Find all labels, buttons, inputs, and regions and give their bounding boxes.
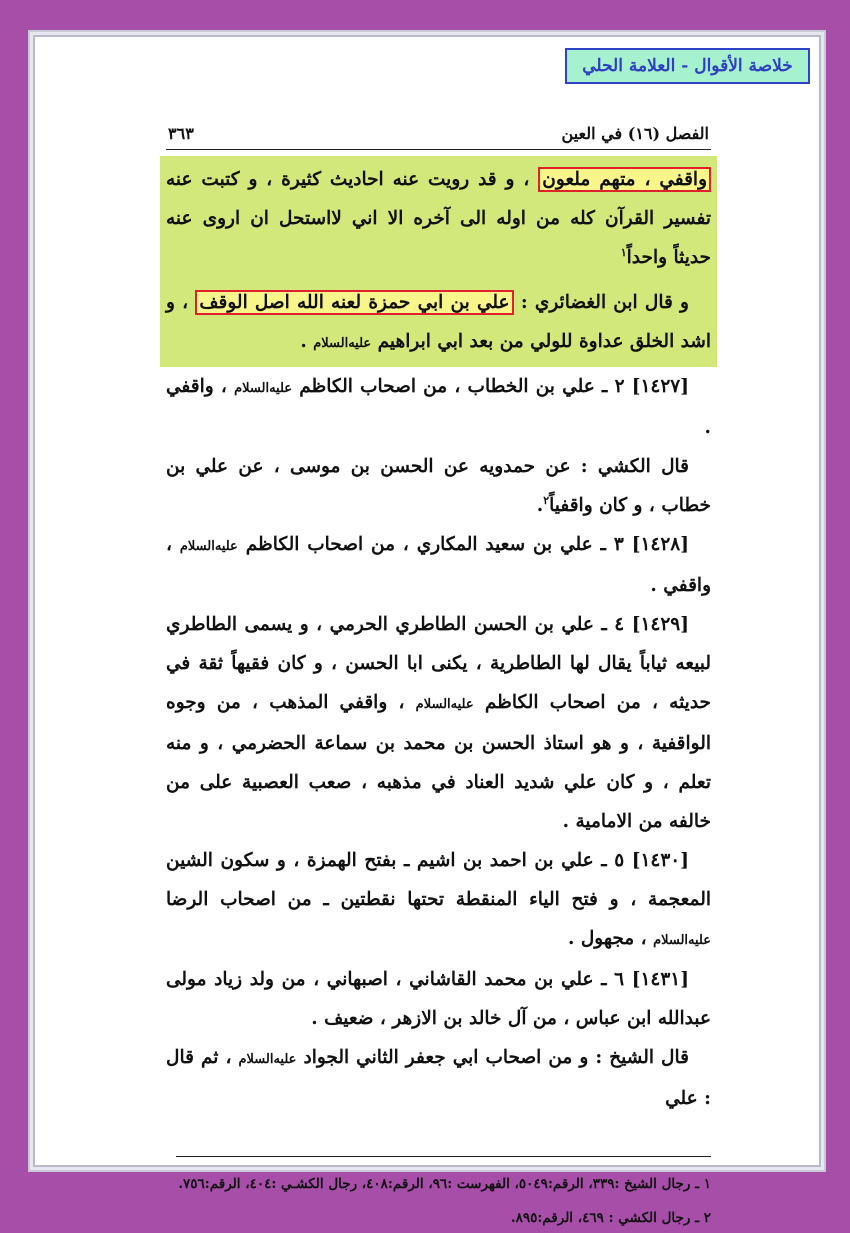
- footnote-rule: [176, 1156, 711, 1157]
- running-head: [166, 120, 711, 147]
- entry-1427: [166, 367, 711, 447]
- boxed-phrase-2: علي بن ابي حمزة لعنه الله اصل الوقف: [195, 290, 513, 315]
- footnote-ref-1: ١: [620, 245, 627, 259]
- entry-1428-end: ، واقفي .: [166, 534, 711, 596]
- highlight-lead-2: و قال ابن الغضائري :: [520, 292, 689, 313]
- entry-1431-text: [١٤٣١] ٦ ـ علي بن محمد القاشاني ، اصبهاني ، من ولد زياد مولى عبدالله ابن عباس ، من آل خالد بن الازهر ، ضعيف .: [166, 969, 711, 1029]
- entry-1427-kashshi: [166, 447, 711, 525]
- book-title-label: [565, 48, 810, 84]
- entry-1427-text: [١٤٢٧] ٢ ـ علي بن الخطاب ، من اصحاب الكاظم: [299, 376, 689, 397]
- header-rule: [166, 149, 711, 150]
- entry-1429-rest: ، واقفي المذهب ، من وجوه الواقفية ، و هو استاذ الحسن بن محمد بن سماعة الحضرمي ، و منه تعلم ، و كان علي شديد العناد في مذهبه ، صعب العصبية على من خالفه من الامامية .: [166, 692, 711, 832]
- highlight-paragraph-1: [166, 160, 711, 277]
- page-frame: [28, 30, 826, 1226]
- salam-glyph: عليه‌السلام: [415, 697, 474, 712]
- boxed-phrase-1: واقفي ، متهم ملعون: [538, 167, 711, 192]
- salam-glyph: عليه‌السلام: [179, 539, 238, 554]
- entry-1427-quote: قال الكشي : عن حمدويه عن الحسن بن موسى ، عن علي بن خطاب ، و كان واقفياً: [166, 456, 711, 516]
- chapter-title: الفصل (١٦) في العين: [561, 124, 709, 143]
- highlight-paragraph-2: [166, 283, 711, 363]
- salam-glyph: عليه‌السلام: [238, 1052, 297, 1067]
- entry-1428-text: [١٤٢٨] ٣ ـ علي بن سعيد المكاري ، من اصحاب الكاظم: [245, 534, 689, 555]
- entry-1431: [166, 960, 711, 1038]
- page-number: ٣٦٣: [168, 124, 194, 143]
- book-title-text: خلاصة الأقوال - العلامة الحلي: [582, 56, 793, 76]
- period: .: [536, 495, 544, 516]
- entry-1429-text: [١٤٢٩] ٤ ـ علي بن الحسن الطاطري الحرمي ، و يسمى الطاطري لبيعه ثياباً يقال لها الطاطرية ، يكنى ابا الحسن ، و كان فقيهاً ثقة في حديثه ، من اصحاب الكاظم: [166, 614, 711, 713]
- highlight-text-1: ، و قد رويت عنه احاديث كثيرة ، و كتبت عنه تفسير القرآن كله من اوله الى آخره الا اني لااستحل ان اروى عنه حديثاً واحداً: [166, 169, 711, 268]
- entry-1431-end: ، ثم قال : علي: [166, 1047, 711, 1109]
- entry-1428: [166, 525, 711, 605]
- salam-glyph: عليه‌السلام: [234, 381, 293, 396]
- highlighted-passage: [160, 156, 717, 367]
- footnote-2: ٢ ـ رجال الكشي : ٤٦٩، الرقم:٨٩٥.: [510, 1210, 711, 1226]
- book-page: [166, 120, 711, 1233]
- entry-1431-quote: قال الشيخ : و من اصحاب ابي جعفر الثاني الجواد: [303, 1047, 689, 1068]
- entry-1430: [166, 841, 711, 960]
- footnote-1: ١ ـ رجال الشيخ :٣٣٩، الرقم:٥٠٤٩، الفهرست :٩٦، الرقم:٤٠٨، رجال الكشـي :٤٠٤، الرقم:٧٥٦.: [178, 1176, 711, 1192]
- entry-1427-end: ، واقفي .: [166, 376, 711, 438]
- footnote-ref-2: ٢: [543, 493, 550, 507]
- entry-1430-text: [١٤٣٠] ٥ ـ علي بن احمد بن اشيم ـ بفتح الهمزة ، و سكون الشين المعجمة ، و فتح الياء المنقطة تحتها نقطتين ـ من اصحاب الرضا: [166, 850, 711, 910]
- entry-1431-shaykh: [166, 1038, 711, 1118]
- highlight-text-2: ، و اشد الخلق عداوة للولي من بعد ابي ابراهيم: [166, 292, 711, 352]
- salam-glyph: عليه‌السلام: [313, 336, 372, 351]
- period: .: [300, 331, 314, 352]
- entry-1430-end: ، مجهول .: [567, 928, 647, 949]
- salam-glyph: عليه‌السلام: [653, 933, 711, 948]
- entry-1429: [166, 605, 711, 841]
